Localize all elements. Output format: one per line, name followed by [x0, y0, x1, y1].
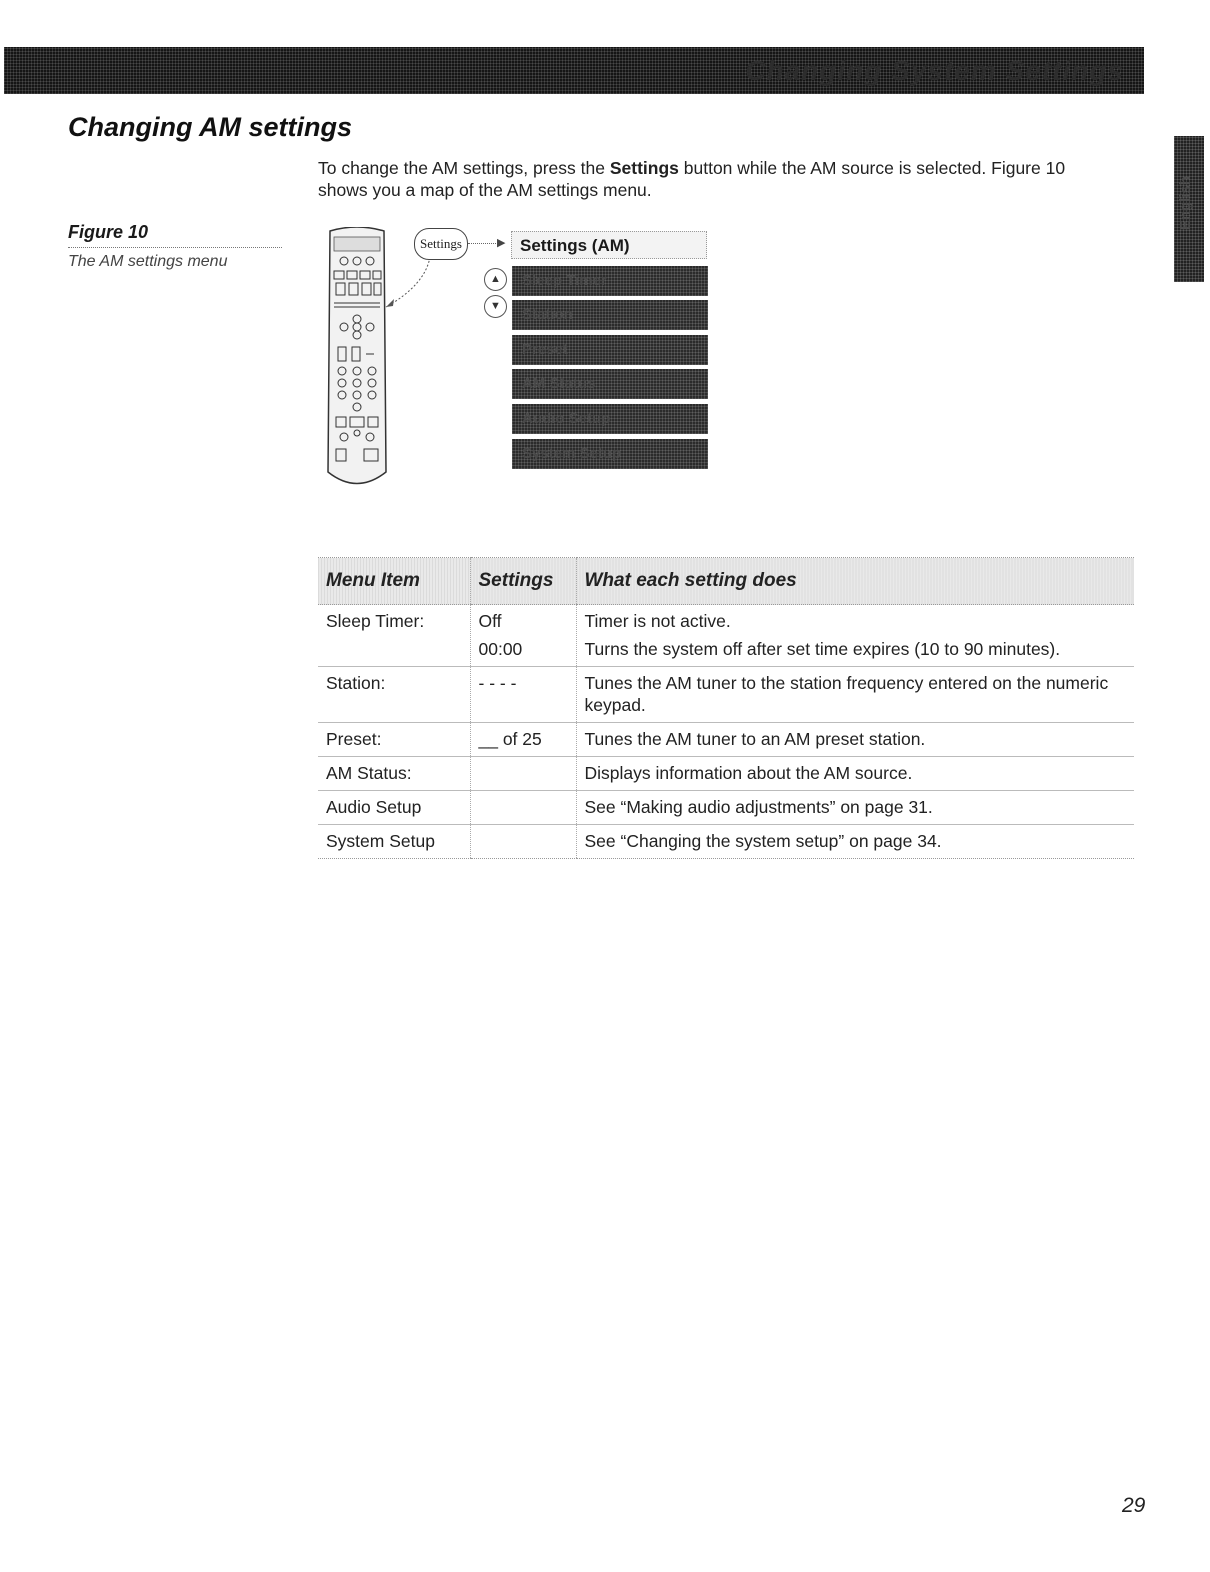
- row-description: See “Changing the system setup” on page 34.: [576, 825, 1134, 859]
- down-arrow-icon: ▼: [484, 295, 507, 318]
- table-row: [318, 757, 1134, 791]
- setting-value: 00:00: [478, 639, 523, 659]
- intro-bold-settings: Settings: [609, 158, 679, 178]
- menu-item-audio-setup: Audio Setup: [512, 404, 708, 434]
- intro-text-end: button while the AM source is selected. Figure 10 shows you a map of the AM settings menu.: [318, 158, 1066, 200]
- table-header-row: [318, 558, 1134, 605]
- row-settings: __ of 25: [470, 723, 576, 757]
- up-arrow-icon: ▲: [484, 268, 507, 291]
- row-item: Audio Setup: [318, 791, 470, 825]
- description-line: Turns the system off after set time expires (10 to 90 minutes).: [584, 639, 1061, 659]
- table-row: [318, 791, 1134, 825]
- row-settings: [470, 791, 576, 825]
- language-side-tab: [1174, 136, 1204, 282]
- row-settings: [470, 757, 576, 791]
- menu-arrow-icon: ▶: [497, 237, 506, 249]
- table-row: [318, 605, 1134, 667]
- row-description: Displays information about the AM source.: [576, 757, 1134, 791]
- header-settings: Settings: [470, 558, 576, 605]
- settings-menu-title: Settings (AM): [511, 231, 707, 259]
- setting-value: Off: [478, 611, 502, 631]
- figure-divider: [68, 247, 282, 248]
- row-item: Sleep Timer:: [318, 605, 470, 667]
- header-bar: [4, 47, 1144, 94]
- row-item: AM Status:: [318, 757, 470, 791]
- menu-item-am-status: AM Status: [512, 369, 708, 399]
- row-description: [576, 605, 1134, 667]
- table-row: [318, 723, 1134, 757]
- row-description: Tunes the AM tuner to the station frequency entered on the numeric keypad.: [576, 667, 1134, 723]
- menu-item-sleep-timer: Sleep Timer: [512, 266, 708, 296]
- header-description: What each setting does: [576, 558, 1134, 605]
- table-row: [318, 667, 1134, 723]
- row-description: Tunes the AM tuner to an AM preset station.: [576, 723, 1134, 757]
- table-row: [318, 825, 1134, 859]
- figure-caption: The AM settings menu: [68, 253, 228, 270]
- row-settings: [470, 605, 576, 667]
- menu-item-system-setup: System Setup: [512, 439, 708, 469]
- row-item: Preset:: [318, 723, 470, 757]
- pointer-line: [380, 255, 440, 315]
- am-settings-table: [318, 557, 1134, 859]
- header-title: Changing System Settings: [745, 55, 1124, 86]
- intro-paragraph: [318, 157, 1118, 201]
- intro-text-start: To change the AM settings, press the: [318, 158, 610, 178]
- row-settings: - - - -: [470, 667, 576, 723]
- settings-button-illustration: Settings: [414, 228, 468, 260]
- page-number: 29: [1122, 1494, 1146, 1517]
- figure-label: Figure 10: [68, 222, 149, 242]
- side-tab-label: English: [1177, 176, 1194, 231]
- row-item: Station:: [318, 667, 470, 723]
- row-item: System Setup: [318, 825, 470, 859]
- section-title: Changing AM settings: [68, 112, 352, 142]
- menu-item-station: Station: [512, 300, 708, 330]
- row-settings: [470, 825, 576, 859]
- row-description: See “Making audio adjustments” on page 31.: [576, 791, 1134, 825]
- header-menu-item: Menu Item: [318, 558, 470, 605]
- description-line: Timer is not active.: [584, 611, 731, 631]
- menu-item-preset: Preset: [512, 335, 708, 365]
